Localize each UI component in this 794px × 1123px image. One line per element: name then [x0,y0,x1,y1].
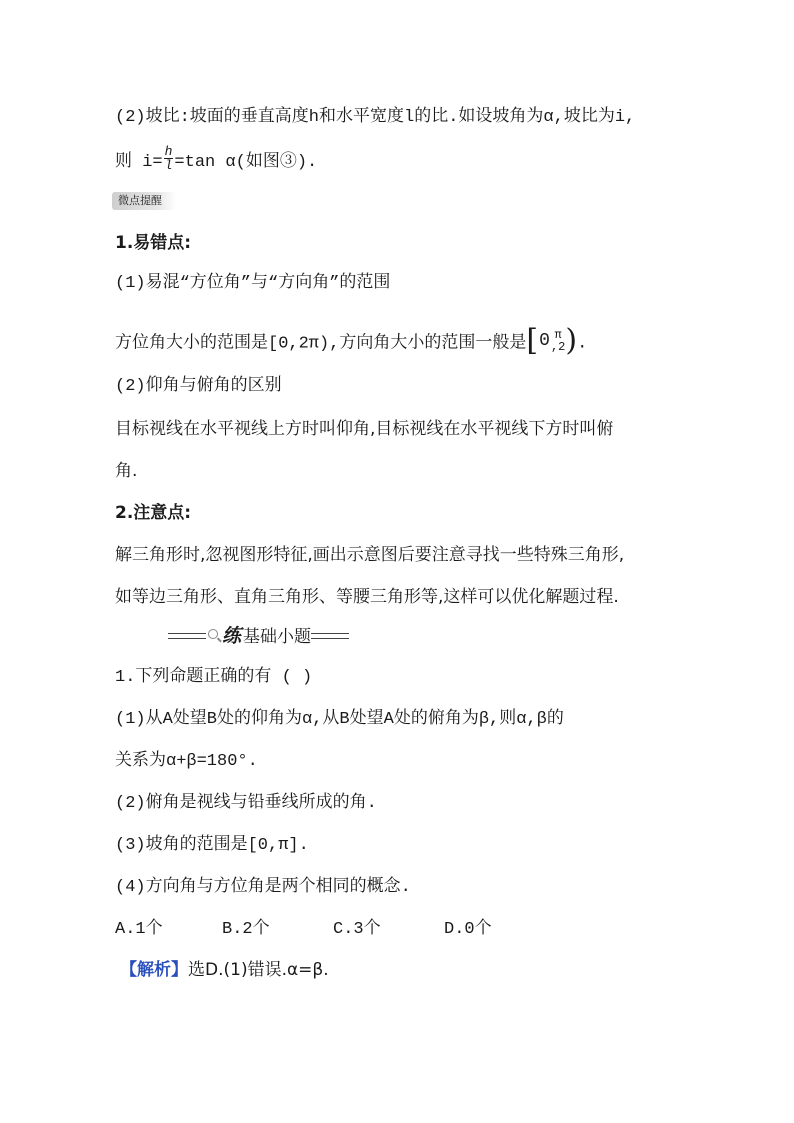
analysis-label: 【解析】 [120,960,188,980]
analysis-text: 选D.(1)错误.α=β. [188,960,329,980]
section2-text-line2: 如等边三角形、直角三角形、等腰三角形等,这样可以优化解题过程. [115,587,619,607]
question1-option3: (3)坡角的范围是[0,π]. [115,836,309,855]
choice-a: A.1个 [115,920,163,939]
pi-denominator [551,341,565,353]
interval-close-paren: ) [565,323,578,358]
header-left-rule [168,633,206,639]
section1-item2-text-line2: 角. [115,461,138,481]
question1-option1-line2: 关系为α+β=180°. [115,752,258,771]
choice-d: D.0个 [444,920,492,939]
pi-numerator: π [554,328,562,342]
item1-text-prefix: 方位角大小的范围是[0,2π),方向角大小的范围一般是 [115,334,527,354]
question1-option4: (4)方向角与方位角是两个相同的概念. [115,878,411,897]
question1-analysis [120,958,329,982]
slope-ratio-line2 [115,144,318,175]
header-right-rule [311,633,349,639]
question1-option1-line1: (1)从A处望B处的仰角为α,从B处望A处的俯角为β,则α,β的 [115,710,564,729]
section1-item2-text-line1: 目标视线在水平视线上方时叫仰角,目标视线在水平视线下方时叫俯 [115,419,614,439]
choice-c: C.3个 [333,920,381,939]
interval-comma: , [550,340,559,354]
choice-b: B.2个 [222,920,270,939]
section2-heading: 2.注意点: [115,503,192,523]
interval-open-bracket: [ [526,323,539,358]
pi-over-two-fraction [551,329,565,353]
slope-ratio-suffix: =tan α(如图③). [174,152,318,172]
h-over-l-fraction [164,145,174,172]
practice-section-header [168,624,349,648]
fraction-numerator: h [164,144,173,159]
section1-item1-text [115,323,588,358]
interval-zero: 0 [539,331,550,351]
section1-heading: 1.易错点: [115,233,192,253]
tip-badge [112,192,176,210]
practice-title: 基础小题 [243,627,312,647]
slope-ratio-line1: (2)坡比:坡面的垂直高度h和水平宽度l的比.如设坡角为α,坡比为i, [115,108,636,127]
section1-item1-title: (1)易混“方位角”与“方向角”的范围 [115,274,391,293]
slope-ratio-prefix: 则 i= [115,152,163,172]
section1-item2-title: (2)仰角与俯角的区别 [115,377,282,396]
practice-lian-char: 练 [222,625,242,647]
question1-option2: (2)俯角是视线与铅垂线所成的角. [115,794,377,813]
interval-zero-to-half-pi [526,323,578,358]
section2-text-line1: 解三角形时,忽视图形特征,画出示意图后要注意寻找一些特殊三角形, [115,545,625,565]
item1-text-suffix: . [577,334,588,354]
fraction-denominator: l [164,158,173,173]
interval-two: 2 [558,340,566,354]
magnifier-icon [208,629,218,639]
question1-stem: 1.下列命题正确的有 ( ) [115,668,313,687]
tip-badge-label: 微点提醒 [118,194,162,207]
